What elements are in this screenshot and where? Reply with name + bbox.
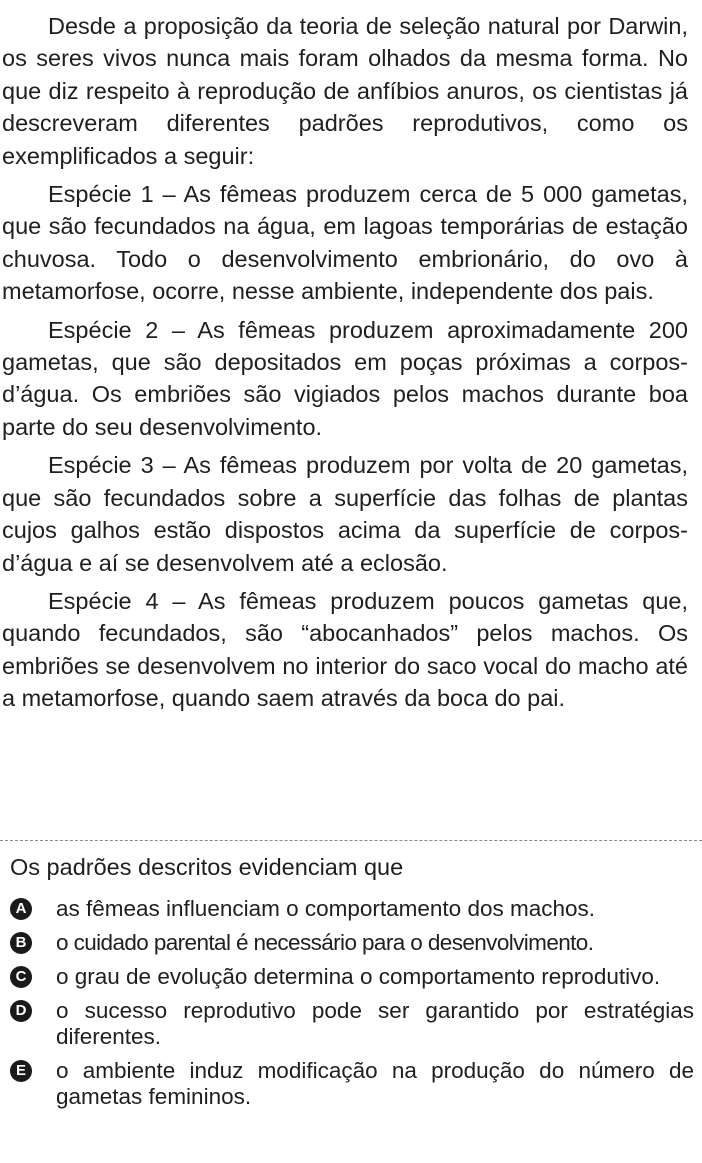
- option-c-text: o grau de evolução determina o comportamento reprodutivo.: [56, 964, 661, 989]
- option-c-letter-badge: C: [10, 966, 32, 988]
- option-a-letter-badge: A: [10, 898, 32, 920]
- question-prompt: Os padrões descritos evidenciam que: [10, 854, 404, 880]
- dashed-divider: [0, 840, 702, 841]
- option-b-text: o cuidado parental é necessário para o desenvolvimento.: [56, 930, 594, 955]
- species-4-paragraph: Espécie 4 – As fêmeas produzem poucos gametas que, quando fecundados, são “abocanhados” pelos machos. Os embriões se desenvolvem no interior do saco vocal do macho até a metamorfose, quando saem através da boca do pai.: [2, 587, 688, 712]
- question-stem: [2, 10, 688, 721]
- option-a[interactable]: [10, 896, 694, 922]
- species-1-paragraph: Espécie 1 – As fêmeas produzem cerca de 5 000 gametas, que são fecundados na água, em lagoas temporárias de estação chuvosa. Todo o desenvolvimento embrionário, do ovo à metamorfose, ocorre, nesse ambiente, independente dos pais.: [2, 181, 688, 305]
- option-d-text: o sucesso reprodutivo pode ser garantido por estratégias diferentes.: [56, 998, 694, 1049]
- option-a-text: as fêmeas influenciam o comportamento dos machos.: [56, 896, 596, 921]
- option-b[interactable]: [10, 930, 694, 956]
- species-3-paragraph: Espécie 3 – As fêmeas produzem por volta de 20 gametas, que são fecundados sobre a superfície das folhas de plantas cujos galhos estão dispostos acima da superfície de corpos-d’água e aí se desenvolvem até a eclosão.: [2, 452, 688, 576]
- answer-options: [10, 896, 694, 1118]
- option-e-letter-badge: E: [10, 1060, 32, 1082]
- option-e-text: o ambiente induz modificação na produção do número de gametas femininos.: [56, 1058, 694, 1109]
- option-d[interactable]: [10, 998, 694, 1050]
- option-c[interactable]: [10, 964, 694, 990]
- option-d-letter-badge: D: [10, 1000, 32, 1022]
- species-2-paragraph: Espécie 2 – As fêmeas produzem aproximadamente 200 gametas, que são depositados em poças próximas a corpos-d’água. Os embriões são vigiados pelos machos durante boa parte do seu desenvolvimento.: [2, 316, 688, 440]
- option-e[interactable]: [10, 1058, 694, 1110]
- option-b-letter-badge: B: [10, 932, 32, 954]
- intro-paragraph: Desde a proposição da teoria de seleção natural por Darwin, os seres vivos nunca mais foram olhados da mesma forma. No que diz respeito à reprodução de anfíbios anuros, os cientistas já descreveram diferentes padrões reprodutivos, como os exemplificados a seguir:: [2, 13, 688, 169]
